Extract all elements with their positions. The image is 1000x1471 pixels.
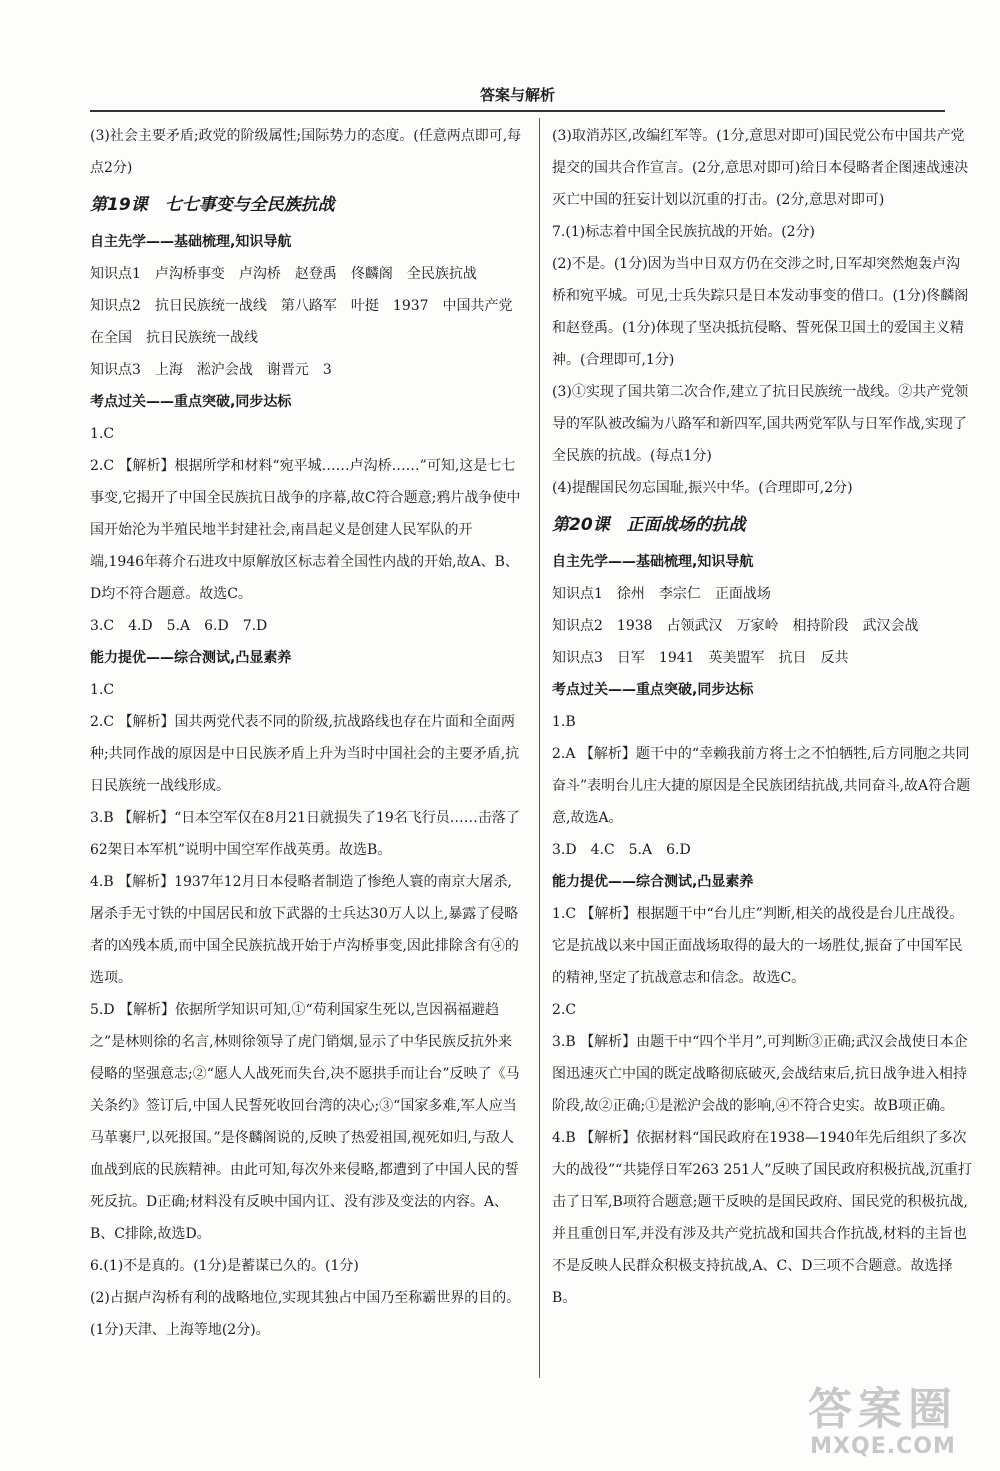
section-heading: 考点过关——重点突破,同步达标 <box>90 394 292 410</box>
knowledge-point-1: 知识点1 卢沟桥事变 卢沟桥 赵登禹 佟麟阁 全民族抗战 <box>90 266 477 282</box>
page-header <box>90 84 945 112</box>
answer-item: 3.B 【解析】由题干中“四个半月”,可判断③正确;武汉会战使日本企图迅速灭亡中国的既定战略彻底破灭,会战结束后,抗日战争进入相持阶段,故②正确;①是淞沪会战的影响,④不符合史实。故B项正确。 <box>552 1034 968 1114</box>
answer-item: 5.D 【解析】依据所学知识可知,①“苟利国家生死以,岂因祸福避趋之”是林则徐的名言,林则徐领导了虎门销烟,显示了中华民族反抗外来侵略的坚强意志;②“愿人人战死而失台,决不愿拱手而让台”反映了《马关条约》签订后,中国人民誓死收回台湾的决心;③“国家多难,军人应当马革裹尸,以死报国。”是佟麟阁说的,反映了热爱祖国,视死如归,与敌人血战到底的民族精神。由此可知,每次外来侵略,都遭到了中国人民的誓死反抗。D正确;材料没有反映中国内讧、没有涉及变法的内容。A、B、C排除,故选D。 <box>90 1002 520 1242</box>
answer-item: 1.C <box>90 426 115 442</box>
left-column <box>90 120 525 1346</box>
answer-item: 4.B 【解析】1937年12月日本侵略者制造了惨绝人寰的南京大屠杀,屠杀手无寸铁的中国居民和放下武器的士兵达30万人以上,暴露了侵略者的凶残本质,而中国全民族抗战开始于卢沟桥事变,因此排除含有④的选项。 <box>90 874 519 986</box>
section-heading: 能力提优——综合测试,凸显素养 <box>90 650 292 666</box>
right-column <box>552 120 972 1314</box>
knowledge-point-2: 知识点2 1938 占领武汉 万家岭 相持阶段 武汉会战 <box>552 618 919 634</box>
answer-item: 3.D 4.C 5.A 6.D <box>552 842 691 858</box>
answer-item: 2.C <box>552 1002 577 1018</box>
answer-item: 2.A 【解析】题干中的“幸赖我前方将士之不怕牺牲,后方同胞之共同奋斗”表明台儿庄大捷的原因是全民族团结抗战,共同奋斗,故A符合题意,故选A。 <box>552 746 971 826</box>
answer-item: 4.B 【解析】依据材料“国民政府在1938—1940年先后组织了多次大的战役”“共毙俘日军263 251人”反映了国民政府积极抗战,沉重打击了日军,B项符合题意;题干反映的是国民政府、国民党的积极抗战,并且重创日军,并没有涉及共产党抗战和国共合作抗战,材料的主旨也不是反映人民群众积极支持抗战,A、C、D三项不合题意。故选择B。 <box>552 1130 972 1306</box>
section-heading: 自主先学——基础梳理,知识导航 <box>552 554 754 570</box>
knowledge-point-3: 知识点3 上海 淞沪会战 谢晋元 3 <box>90 362 332 378</box>
answer-item: 2.C 【解析】根据所学和材料“宛平城……卢沟桥……”可知,这是七七事变,它揭开了中国全民族抗日战争的序幕,故C符合题意;鸦片战争使中国开始沦为半殖民地半封建社会,南昌起义是创建人民军队的开端,1946年蒋介石进攻中原解放区标志着全国性内战的开始,故A、B、D均不符合题意。故选C。 <box>90 458 521 602</box>
answer-item: 7.(1)标志着中国全民族抗战的开始。(2分) <box>552 224 816 240</box>
lesson-20-title: 第20课 正面战场的抗战 <box>552 515 746 535</box>
watermark-logo <box>808 1386 958 1459</box>
section-heading: 考点过关——重点突破,同步达标 <box>552 682 754 698</box>
column-divider <box>539 118 540 1378</box>
watermark-text: 答案圈 <box>808 1384 958 1435</box>
answer-paragraph: (4)提醒国民勿忘国耻,振兴中华。(合理即可,2分) <box>552 480 853 496</box>
section-heading: 能力提优——综合测试,凸显素养 <box>552 874 754 890</box>
answer-paragraph: (3)取消苏区,改编红军等。(1分,意思对即可)国民党公布中国共产党提交的国共合作宣言。(2分,意思对即可)给日本侵略者企图速战速决灭亡中国的狂妄计划以沉重的打击。(2分,意思对即可) <box>552 128 969 208</box>
answer-item: 6.(1)不是真的。(1分)是蓄谋已久的。(1分) <box>90 1258 359 1274</box>
answer-item: (2)占据卢沟桥有利的战略地位,实现其独占中国乃至称霸世界的目的。(1分)天津、上海等地(2分)。 <box>90 1290 521 1338</box>
header-title: 答案与解析 <box>479 86 555 104</box>
answer-item: 3.C 4.D 5.A 6.D 7.D <box>90 618 268 634</box>
answer-paragraph: (2)不是。(1分)因为当中日双方仍在交涉之时,日军却突然炮轰卢沟桥和宛平城。可见,士兵失踪只是日本发动事变的借口。(1分)佟麟阁和赵登禹。(1分)体现了坚决抵抗侵略、誓死保卫国土的爱国主义精神。(合理即可,1分) <box>552 256 969 368</box>
answer-paragraph: (3)①实现了国共第二次合作,建立了抗日民族统一战线。②共产党领导的军队被改编为八路军和新四军,国共两党军队与日军作战,实现了全民族的抗战。(每点1分) <box>552 384 969 464</box>
answer-item: 1.C 【解析】根据题干中“台儿庄”判断,相关的战役是台儿庄战役。它是抗战以来中国正面战场取得的最大的一场胜仗,振奋了中国军民的精神,坚定了抗战意志和信念。故选C。 <box>552 906 964 986</box>
answer-item: 1.B <box>552 714 576 730</box>
answer-item: 2.C 【解析】国共两党代表不同的阶级,抗战路线也存在片面和全面两种;共同作战的原因是中日民族矛盾上升为当时中国社会的主要矛盾,抗日民族统一战线形成。 <box>90 714 520 794</box>
knowledge-point-1: 知识点1 徐州 李宗仁 正面战场 <box>552 586 771 602</box>
knowledge-point-3: 知识点3 日军 1941 英美盟军 抗日 反共 <box>552 650 849 666</box>
section-heading: 自主先学——基础梳理,知识导航 <box>90 234 292 250</box>
answer-paragraph: (3)社会主要矛盾;政党的阶级属性;国际势力的态度。(任意两点即可,每点2分) <box>90 128 522 176</box>
answer-item: 1.C <box>90 682 115 698</box>
answer-item: 3.B 【解析】“日本空军仅在8月21日就损失了19名飞行员……击落了62架日本军机”说明中国空军作战英勇。故选B。 <box>90 810 520 858</box>
lesson-19-title: 第19课 七七事变与全民族抗战 <box>90 195 335 215</box>
knowledge-point-2: 知识点2 抗日民族统一战线 第八路军 叶挺 1937 中国共产党在全国 抗日民族统一战线 <box>90 298 513 346</box>
watermark-url: MXQE.COM <box>810 1434 956 1459</box>
